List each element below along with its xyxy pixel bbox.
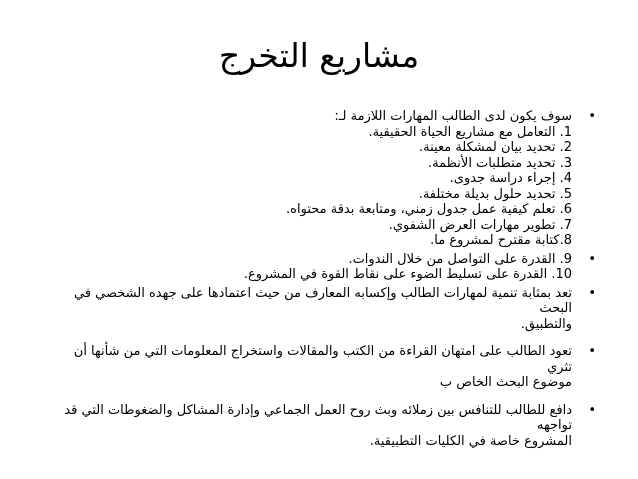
- skills-intro: سوف يكون لدى الطالب المهارات اللازمة لـ:: [334, 109, 572, 124]
- bullet-icon: •: [588, 251, 596, 267]
- skill-item: 6. تعلم كيفية عمل جدول زمني، ومتابعة بدقة محتواه.: [286, 202, 572, 217]
- bullet-icon: •: [588, 109, 596, 124]
- bullet-text-line: تعد بمثابة تنمية لمهارات الطالب وإكسابه المعارف من حيث اعتمادها على جهده الشخصي في البحث: [73, 285, 572, 316]
- bullet-item-reading: [58, 344, 596, 391]
- bullet-item-development: [58, 286, 596, 333]
- bullet-icon: •: [588, 285, 596, 301]
- skill-item: 10. القدرة على تسليط الضوء على نقاط القوة في المشروع.: [243, 267, 572, 282]
- bullet-text-line: موضوع البحث الخاص ب: [439, 375, 572, 390]
- skill-item: 8.كتابة مقترح لمشروع ما.: [430, 233, 572, 248]
- slide-title: مشاريع التخرج: [218, 36, 420, 75]
- skill-item: 4. إجراء دراسة جدوى.: [449, 171, 572, 186]
- skill-item: 3. تحديد متطلبات الأنظمة.: [428, 155, 572, 171]
- skill-item: 5. تحديد حلول بديلة مختلفة.: [418, 186, 572, 202]
- skill-item: 1. التعامل مع مشاريع الحياة الحقيقية.: [368, 124, 572, 140]
- bullet-text-line: تعود الطالب على امتهان القراءة من الكتب والمقالات واستخراج المعلومات التي من شأنها أن تثري: [73, 344, 572, 375]
- bullet-item-communication: [58, 252, 596, 283]
- bullet-icon: •: [588, 344, 596, 359]
- bullet-item-skills: [58, 109, 596, 249]
- skill-item: 2. تحديد بيان لمشكلة معينة.: [419, 140, 572, 155]
- bullet-text-line: المشروع خاصة في الكليات التطبيقية.: [369, 433, 572, 449]
- skill-item: 9. القدرة على التواصل من خلال الندوات.: [348, 251, 572, 267]
- slide-body: [58, 109, 596, 449]
- bullet-text-line: دافع للطالب للتنافس بين زملائه وبث روح العمل الجماعي وإدارة المشاكل والضغوطات التي قد تواجهه: [64, 402, 572, 433]
- bullet-item-motivation: [58, 403, 596, 450]
- skill-item: 7. تطوير مهارات العرض الشفوي.: [388, 217, 572, 233]
- bullet-text-line: والتطبيق.: [520, 316, 572, 332]
- bullet-icon: •: [588, 402, 596, 418]
